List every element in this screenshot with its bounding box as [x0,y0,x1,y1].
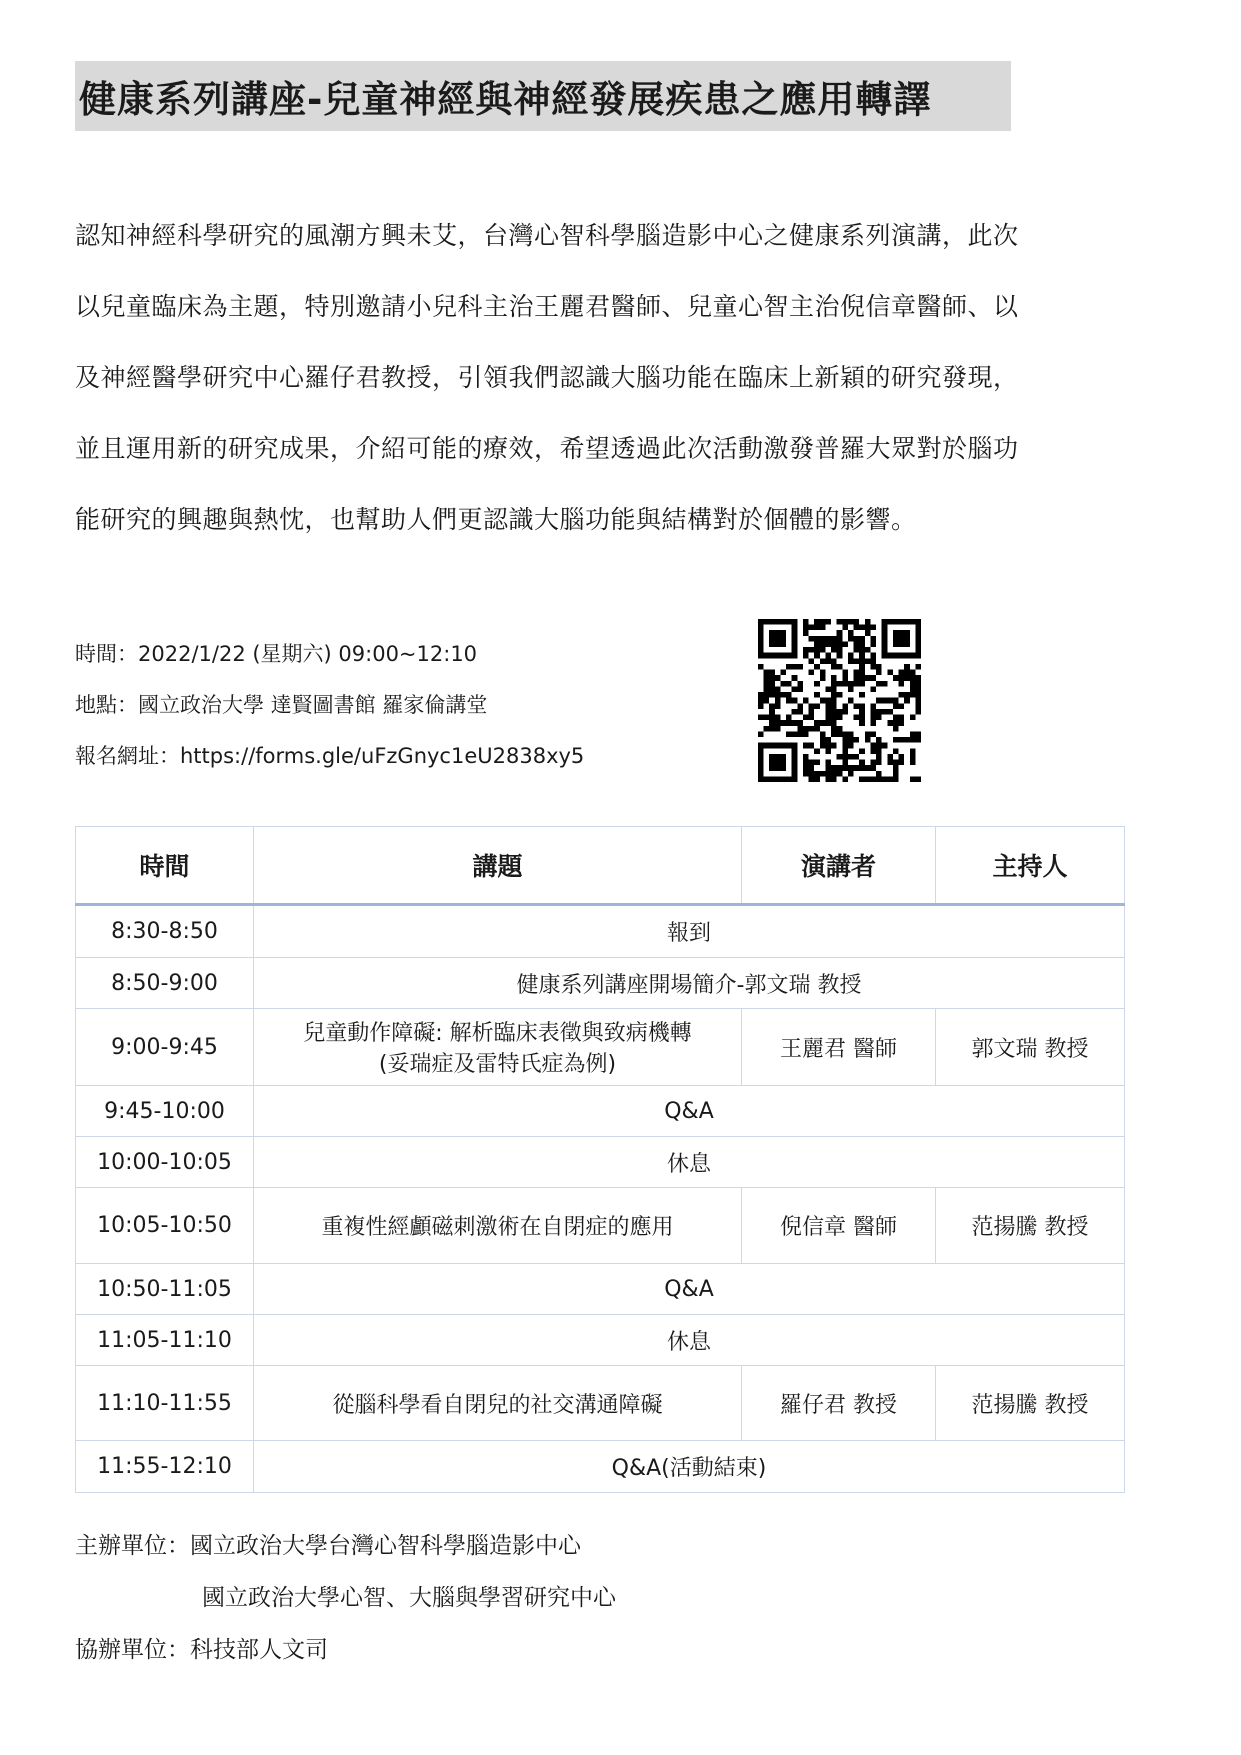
signup-link[interactable]: 報名網址：https://forms.gle/uFzGnyc1eU2838xy5 [75,744,585,768]
intro-line: 並且運用新的研究成果，介紹可能的療效，希望透過此次活動激發普羅大眾對於腦功 [75,434,1019,463]
merged-cell: Q&A(活動結束) [254,1441,1125,1493]
intro-line: 及神經醫學研究中心羅仔君教授，引領我們認識大腦功能在臨床上新穎的研究發現， [75,363,1019,392]
title-banner [75,61,1011,131]
event-place: 地點：國立政治大學 達賢圖書館 羅家倫講堂 [75,693,488,717]
event-time: 時間：2022/1/22 (星期六) 09:00~12:10 [75,642,478,666]
speaker-cell: 王麗君 醫師 [742,1009,936,1086]
intro-line: 認知神經科學研究的風潮方興未艾，台灣心智科學腦造影中心之健康系列演講，此次 [75,221,1019,250]
time-cell: 9:00-9:45 [76,1009,254,1086]
topic-cell [254,1188,742,1264]
topic-line: 從腦科學看自閉兒的社交溝通障礙 [332,1392,663,1418]
table-row [76,958,1125,1009]
header-host: 主持人 [936,827,1125,905]
host-cell: 郭文瑞 教授 [936,1009,1125,1086]
intro-line: 能研究的興趣與熱忱，也幫助人們更認識大腦功能與結構對於個體的影響。 [75,505,917,534]
speaker-cell: 倪信章 醫師 [742,1188,936,1264]
organizer-line: 國立政治大學心智、大腦與學習研究中心 [202,1585,616,1611]
event-info [75,636,584,789]
time-cell: 11:10-11:55 [76,1366,254,1441]
organizer-line: 主辦單位：國立政治大學台灣心智科學腦造影中心 [75,1533,581,1559]
topic-cell [254,1366,742,1441]
topic-line: (妥瑞症及雷特氏症為例) [378,1052,617,1077]
intro-paragraph [75,200,1170,555]
time-cell: 10:50-11:05 [76,1264,254,1315]
speaker-cell: 羅仔君 教授 [742,1366,936,1441]
host-cell: 范揚騰 教授 [936,1366,1125,1441]
merged-cell: 報到 [254,905,1125,958]
merged-cell: 健康系列講座開場簡介-郭文瑞 教授 [254,958,1125,1009]
organizers [75,1526,616,1682]
table-row [76,1188,1125,1264]
merged-cell: 休息 [254,1137,1125,1188]
intro-line: 以兒童臨床為主題，特別邀請小兒科主治王麗君醫師、兒童心智主治倪信章醫師、以 [75,292,1019,321]
table-row [76,1137,1125,1188]
page-title: 健康系列講座-兒童神經與神經發展疾患之應用轉譯 [79,78,932,121]
time-cell: 10:00-10:05 [76,1137,254,1188]
header-topic: 講題 [254,827,742,905]
schedule-table [75,826,1125,1493]
table-row [76,1009,1125,1086]
header-speaker: 演講者 [742,827,936,905]
table-row [76,905,1125,958]
topic-line: 兒童動作障礙: 解析臨床表徵與致病機轉 [303,1021,692,1046]
table-row [76,1264,1125,1315]
time-cell: 10:05-10:50 [76,1188,254,1264]
topic-cell [254,1009,742,1086]
host-cell: 范揚騰 教授 [936,1188,1125,1264]
table-row [76,1441,1125,1493]
qr-code-icon[interactable] [758,619,921,782]
merged-cell: 休息 [254,1315,1125,1366]
co-organizer-line: 協辦單位：科技部人文司 [75,1637,328,1663]
time-cell: 9:45-10:00 [76,1086,254,1137]
time-cell: 11:55-12:10 [76,1441,254,1493]
table-row [76,1086,1125,1137]
topic-line: 重複性經顱磁刺激術在自閉症的應用 [321,1215,674,1240]
time-cell: 8:30-8:50 [76,905,254,958]
table-row [76,1315,1125,1366]
time-cell: 8:50-9:00 [76,958,254,1009]
table-row [76,1366,1125,1441]
time-cell: 11:05-11:10 [76,1315,254,1366]
header-time: 時間 [76,827,254,905]
merged-cell: Q&A [254,1264,1125,1315]
merged-cell: Q&A [254,1086,1125,1137]
schedule-header-row [76,827,1125,905]
